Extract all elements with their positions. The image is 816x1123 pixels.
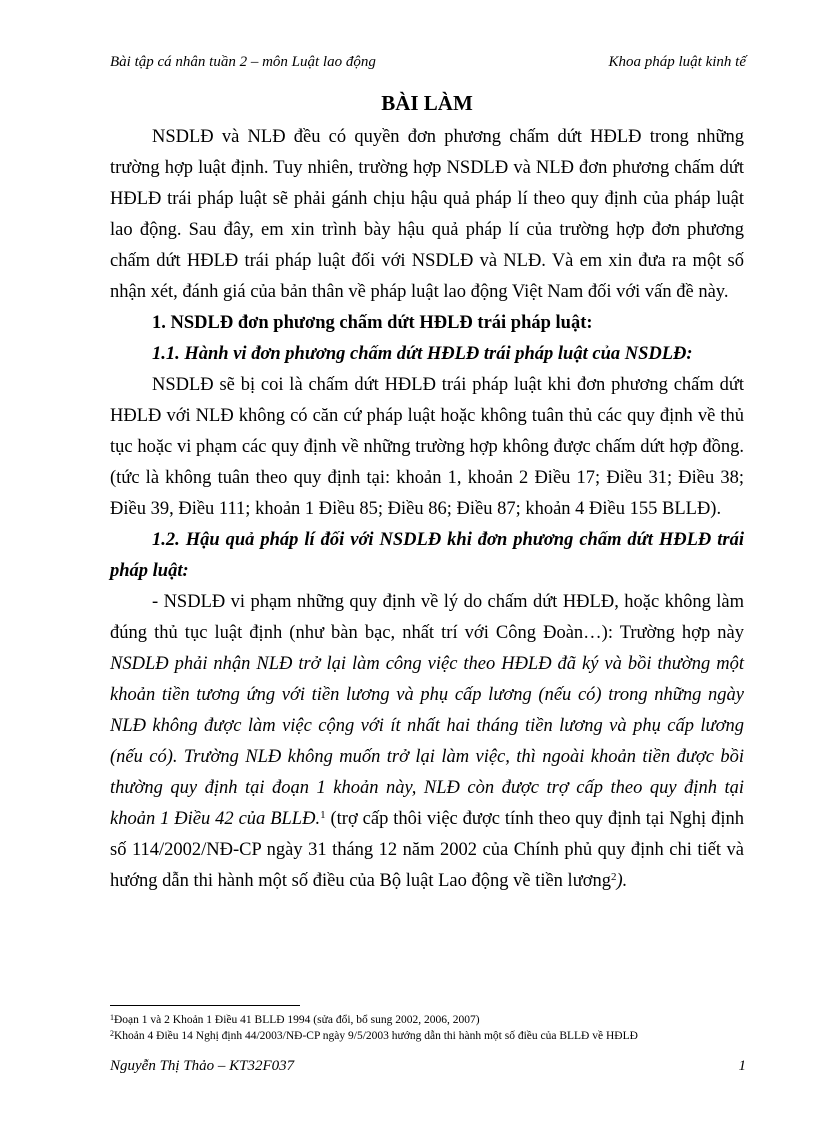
page-number: 1 (738, 1058, 746, 1074)
footnote-mark: 1 (110, 1013, 114, 1022)
paragraph-italic-text: NSDLĐ phải nhận NLĐ trở lại làm công việc theo HĐLĐ đã ký và bồi thường một khoản tiền tương ứng với tiền lương và phụ cấp lương (nếu có) trong những ngày NLĐ không được làm việc cộng với ít nhất hai tháng tiền lương và phụ cấp lương (nếu có). Trường NLĐ không muốn trở lại làm việc, thì ngoài khoản tiền được bồi thường quy định tại đoạn 1 khoản này, NLĐ còn được trợ cấp theo quy định tại khoản 1 Điều 42 của BLLĐ. (110, 654, 744, 829)
footnote-text: Đoạn 1 và 2 Khoản 1 Điều 41 BLLĐ 1994 (sửa đổi, bổ sung 2002, 2006, 2007) (114, 1014, 480, 1026)
document-page (110, 0, 746, 1123)
footnote-1 (110, 1012, 746, 1028)
footnotes (110, 1012, 746, 1044)
section-1-2-paragraph (110, 587, 744, 897)
intro-paragraph: NSDLĐ và NLĐ đều có quyền đơn phương chấm dứt HĐLĐ trong những trường hợp luật định. Tuy nhiên, trường hợp NSDLĐ và NLĐ đơn phương chấm dứt HĐLĐ trái pháp luật sẽ phải gánh chịu hậu quả pháp lí theo quy định của pháp luật lao động. Sau đây, em xin trình bày hậu quả pháp lí của trường hợp đơn phương chấm dứt HĐLĐ trái pháp luật đối với NSDLĐ và NLĐ. Và em xin đưa ra một số nhận xét, đánh giá của bản thân về pháp luật lao động Việt Nam đối với vấn đề này. (110, 127, 744, 302)
page-footer (110, 1057, 746, 1075)
footnote-ref-2[interactable]: 2 (611, 871, 617, 883)
document-body (110, 86, 744, 897)
footnote-separator (110, 1005, 300, 1006)
footnote-text: Khoản 4 Điều 14 Nghị định 44/2003/NĐ-CP ngày 9/5/2003 hướng dẫn thi hành một số điều của BLLĐ về HĐLĐ (114, 1030, 638, 1042)
section-1-heading: 1. NSDLĐ đơn phương chấm dứt HĐLĐ trái pháp luật: (152, 313, 593, 333)
section-1-1-paragraph: NSDLĐ sẽ bị coi là chấm dứt HĐLĐ trái pháp luật khi đơn phương chấm dứt HĐLĐ với NLĐ không có căn cứ pháp luật hoặc không tuân thủ các quy định về thủ tục hoặc vi phạm các quy định về những trường hợp không được chấm dứt hợp đồng. (tức là không tuân theo quy định tại: khoản 1, khoản 2 Điều 17; Điều 31; Điều 38; Điều 39, Điều 111; khoản 1 Điều 85; Điều 86; Điều 87; khoản 4 Điều 155 BLLĐ). (110, 375, 744, 519)
section-1-2-heading: 1.2. Hậu quả pháp lí đối với NSDLĐ khi đơn phương chấm dứt HĐLĐ trái pháp luật: (110, 530, 744, 581)
page-header (110, 53, 746, 71)
header-left-text: Bài tập cá nhân tuần 2 – môn Luật lao động (110, 54, 376, 70)
paragraph-text-start: - NSDLĐ vi phạm những quy định về lý do chấm dứt HĐLĐ, hoặc không làm đúng thủ tục luật định (như bàn bạc, nhất trí với Công Đoàn…): Trường hợp này (110, 592, 744, 643)
document-title: BÀI LÀM (381, 91, 473, 115)
header-right-text: Khoa pháp luật kinh tế (608, 54, 746, 70)
paragraph-text-mid: (trợ cấp thôi việc được tính theo quy định tại Nghị định số 114/2002/NĐ-CP ngày 31 tháng 12 năm 2002 của Chính phủ quy định chi tiết và hướng dẫn thi hành một số điều của Bộ luật Lao động về tiền lương (110, 809, 744, 891)
section-1-1-heading: 1.1. Hành vi đơn phương chấm dứt HĐLĐ trái pháp luật của NSDLĐ: (152, 344, 693, 364)
footnote-2 (110, 1028, 746, 1044)
footnote-ref-1[interactable]: 1 (320, 809, 326, 821)
footer-author: Nguyễn Thị Thảo – KT32F037 (110, 1058, 295, 1074)
paragraph-text-end: ). (616, 871, 628, 891)
footnote-mark: 2 (110, 1029, 114, 1038)
